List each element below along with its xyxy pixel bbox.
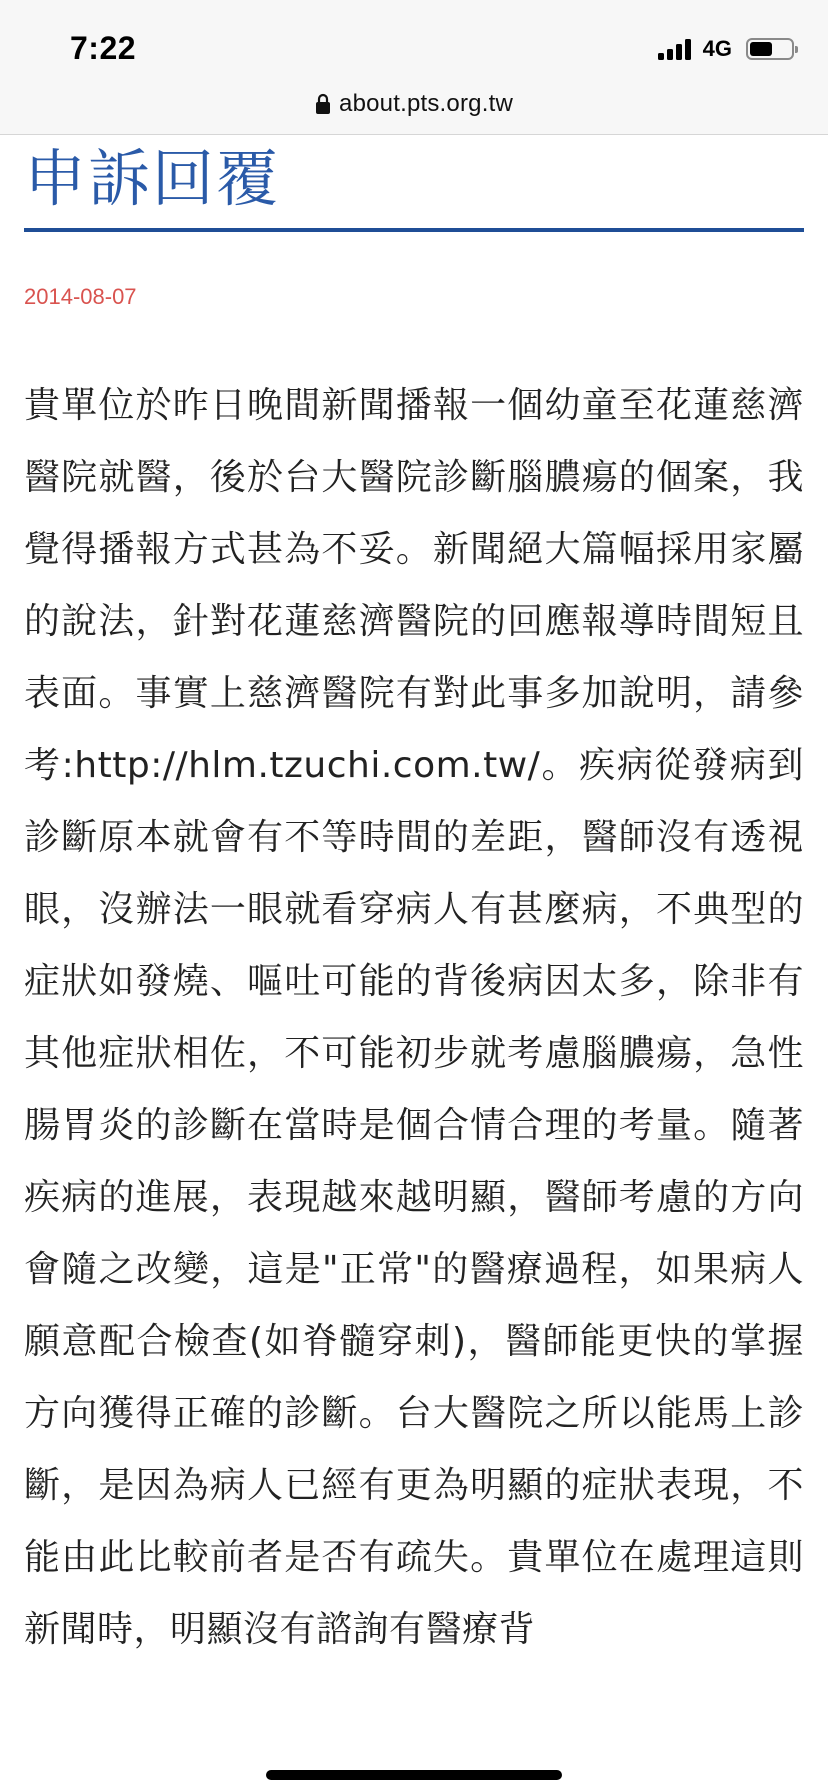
- battery-cap: [795, 46, 798, 53]
- network-type-label: 4G: [702, 36, 732, 61]
- url-text: about.pts.org.tw: [339, 90, 513, 117]
- url-display[interactable]: [315, 90, 513, 118]
- post-date: 2014-08-07: [24, 284, 137, 309]
- battery-icon: [746, 38, 794, 60]
- battery-level: [750, 42, 772, 56]
- title-divider: [24, 228, 804, 232]
- article-body: 貴單位於昨日晚間新聞播報一個幼童至花蓮慈濟醫院就醫，後於台大醫院診斷腦膿瘍的個案，我覺得播報方式甚為不妥。新聞絕大篇幅採用家屬的說法，針對花蓮慈濟醫院的回應報導時間短且表面。事實上慈濟醫院有對此事多加說明，請參考:http://hlm.tzuchi.com.tw/。疾病從發病到診斷原本就會有不等時間的差距，醫師沒有透視眼，沒辦法一眼就看穿病人有甚麼病，不典型的症狀如發燒、嘔吐可能的背後病因太多，除非有其他症狀相佐，不可能初步就考慮腦膿瘍，急性腸胃炎的診斷在當時是個合情合理的考量。隨著疾病的進展，表現越來越明顯，醫師考慮的方向會隨之改變，這是"正常"的醫療過程，如果病人願意配合檢查(如脊髓穿刺)，醫師能更快的掌握方向獲得正確的診斷。台大醫院之所以能馬上診斷，是因為病人已經有更為明顯的症狀表現，不能由此比較前者是否有疏失。貴單位在處理這則新聞時，明顯沒有諮詢有醫療背: [24, 385, 804, 1650]
- status-time: 7:22: [70, 30, 137, 66]
- status-indicators: [658, 36, 794, 62]
- page-title: 申訴回覆: [24, 142, 281, 215]
- lock-icon: [315, 93, 331, 115]
- cellular-signal-icon: [658, 38, 691, 60]
- home-indicator[interactable]: [266, 1770, 562, 1780]
- browser-address-bar[interactable]: [0, 88, 828, 135]
- status-bar: [0, 0, 828, 88]
